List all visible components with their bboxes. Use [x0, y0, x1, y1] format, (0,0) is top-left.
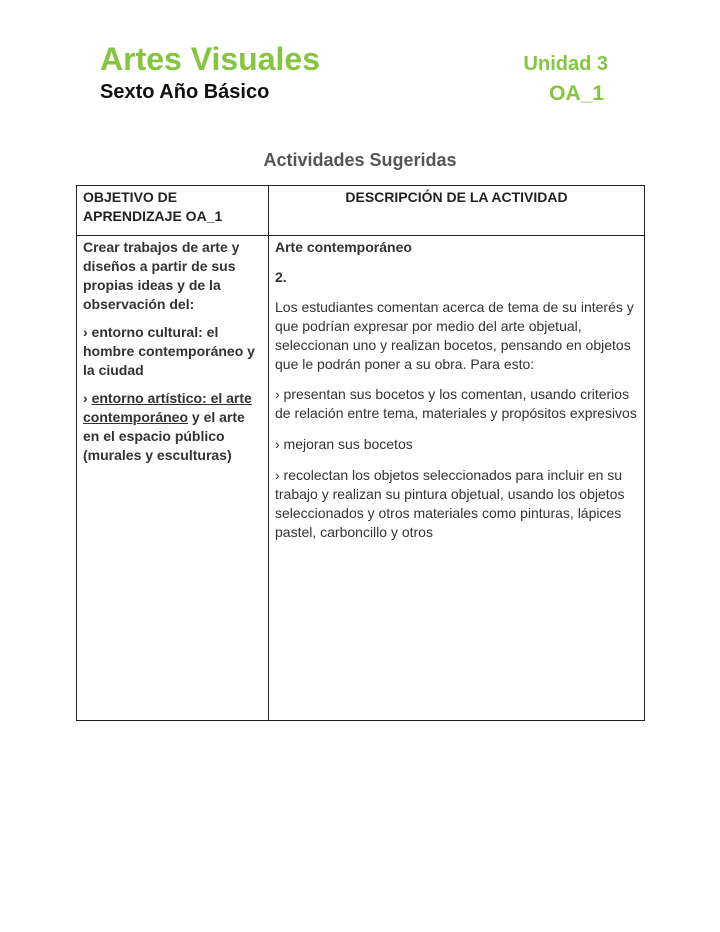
table-header-row	[77, 186, 645, 236]
objective-item-bullet: ›	[83, 390, 92, 406]
objective-cell	[77, 236, 269, 721]
page-header	[0, 0, 720, 120]
objective-column-header: OBJETIVO DE APRENDIZAJE OA_1	[77, 186, 269, 236]
subject-title: Artes Visuales	[100, 41, 320, 77]
description-cell	[269, 236, 645, 721]
oa-label: OA_1	[549, 82, 604, 105]
objective-item-underlined: entorno artístico: el arte contemporáneo	[83, 390, 252, 425]
objective-item-rest: y el arte en el espacio público (murales y esculturas)	[83, 409, 245, 463]
grade-title: Sexto Año Básico	[100, 81, 270, 103]
unit-label: Unidad 3	[523, 53, 608, 75]
activity-paragraph: Los estudiantes comentan acerca de tema de su interés y que podrían expresar por medio del arte objetual, seleccionan uno y realizan bocetos, pensando en objetos que le podrán poner a su obra. Para esto:	[275, 299, 634, 372]
activity-step: › presentan sus bocetos y los comentan, usando criterios de relación entre tema, materiales y propósitos expresivos	[275, 386, 637, 421]
activity-table	[76, 185, 645, 721]
objective-item-artistic	[83, 389, 262, 465]
objective-item-cultural: › entorno cultural: el hombre contemporáneo y la ciudad	[83, 324, 255, 378]
activity-step: › recolectan los objetos seleccionados para incluir en su trabajo y realizan su pintura objetual, usando los objetos seleccionados y otros materiales como pinturas, lápices pastel, carboncillo y otros	[275, 467, 625, 540]
activity-step: › mejoran sus bocetos	[275, 436, 413, 452]
activity-title: Arte contemporáneo	[275, 239, 412, 255]
description-column-header: DESCRIPCIÓN DE LA ACTIVIDAD	[269, 186, 645, 236]
activity-number: 2.	[275, 269, 287, 285]
table-row	[77, 236, 645, 721]
section-title: Actividades Sugeridas	[263, 150, 457, 170]
objective-intro: Crear trabajos de arte y diseños a partir de sus propias ideas y de la observación del:	[83, 239, 240, 312]
